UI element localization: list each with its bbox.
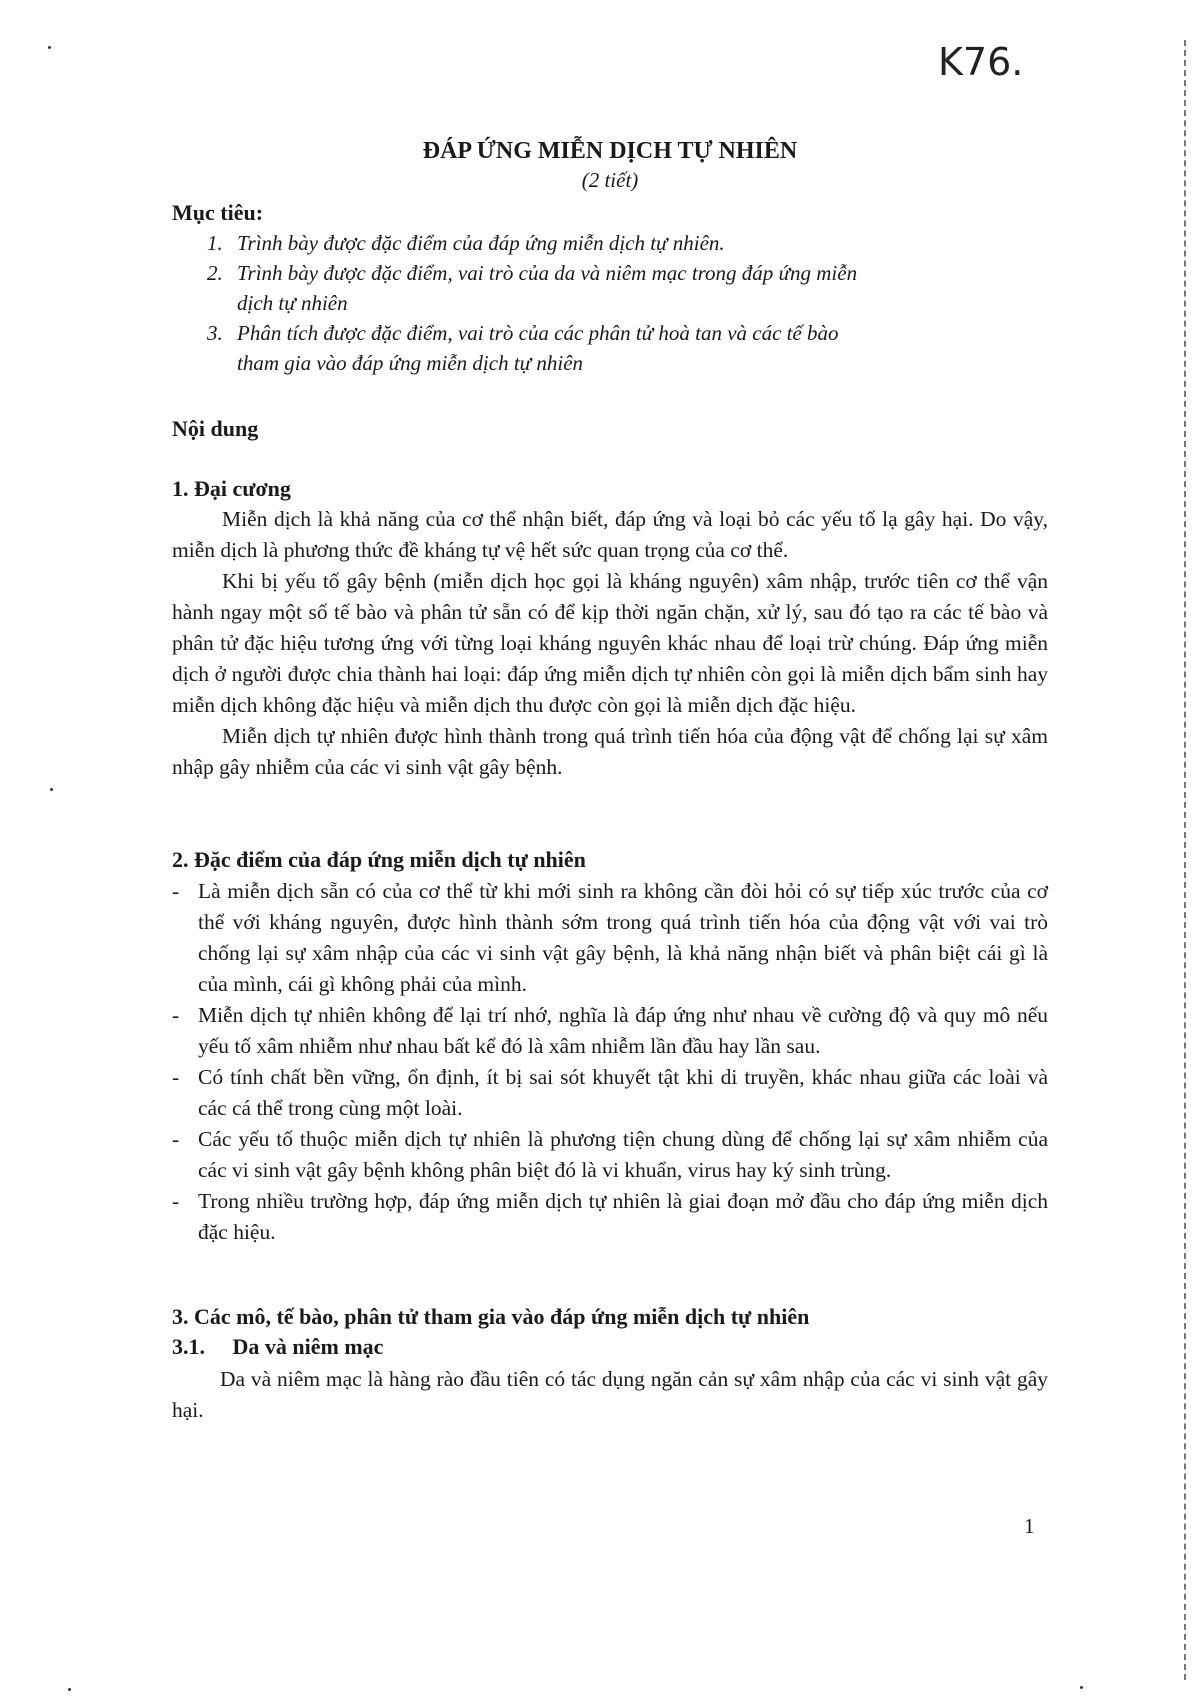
section-3-1-heading: 3.1. Da và niêm mạc — [172, 1334, 384, 1359]
objective-number: 1. — [207, 231, 223, 255]
bullet-dash: - — [172, 1189, 180, 1213]
scan-speck — [48, 46, 51, 49]
page-edge-dashed-line — [1184, 40, 1186, 1680]
content-heading: Nội dung — [172, 416, 259, 441]
document-subtitle: (2 tiết) — [581, 168, 639, 192]
section-3-1-paragraph: Da và niêm mạc là hàng rào đầu tiên có tác dụng ngăn cản sự xâm nhập của các vi sinh vật gây hại. — [172, 1367, 1048, 1422]
scan-speck — [1080, 1686, 1083, 1689]
section-3-heading: 3. Các mô, tế bào, phân tử tham gia vào đáp ứng miễn dịch tự nhiên — [172, 1304, 810, 1329]
bullet-text: Miễn dịch tự nhiên không để lại trí nhớ, nghĩa là đáp ứng như nhau về cường độ và quy mô nếu yếu tố xâm nhiễm như nhau bất kể đó là xâm nhiễm lần đầu hay lần sau. — [198, 1003, 1048, 1058]
bullet-dash: - — [172, 1127, 180, 1151]
page-number: 1 — [1024, 1514, 1035, 1538]
objective-text: tham gia vào đáp ứng miễn dịch tự nhiên — [237, 351, 584, 375]
bullet-dash: - — [172, 1065, 180, 1089]
objective-item — [207, 228, 1047, 258]
bullet-item — [172, 1062, 1048, 1124]
bullet-dash: - — [172, 1003, 180, 1027]
objective-text: dịch tự nhiên — [237, 291, 348, 315]
bullet-text: Trong nhiều trường hợp, đáp ứng miễn dịch tự nhiên là giai đoạn mở đầu cho đáp ứng miễn dịch đặc hiệu. — [198, 1189, 1048, 1244]
bullet-item — [172, 1000, 1048, 1062]
bullet-item — [172, 1124, 1048, 1186]
bullet-item — [172, 1186, 1048, 1248]
bullet-text: Là miễn dịch sẵn có của cơ thể từ khi mới sinh ra không cần đòi hỏi có sự tiếp xúc trước của cơ thể với kháng nguyên, được hình thành sớm trong quá trình tiến hóa của động vật với vai trò chống lại sự xâm nhập của các vi sinh vật gây bệnh, là khả năng nhận biết và phân biệt cái gì là của mình, cái gì không phải của mình. — [198, 879, 1048, 996]
bullet-text: Có tính chất bền vững, ổn định, ít bị sai sót khuyết tật khi di truyền, khác nhau giữa các loài và các cá thể trong cùng một loài. — [198, 1065, 1048, 1120]
scan-speck — [68, 1688, 71, 1691]
section-1-heading: 1. Đại cương — [172, 476, 291, 501]
objective-item — [207, 258, 1047, 318]
objective-item — [207, 318, 1047, 378]
objective-text: Trình bày được đặc điểm của đáp ứng miễn dịch tự nhiên. — [237, 231, 725, 255]
scan-speck — [50, 788, 53, 791]
objective-number: 2. — [207, 261, 223, 285]
section-2-bullets — [172, 876, 1048, 1248]
objective-text: Trình bày được đặc điểm, vai trò của da và niêm mạc trong đáp ứng miễn — [237, 261, 858, 285]
paragraph: Miễn dịch là khả năng của cơ thể nhận biết, đáp ứng và loại bỏ các yếu tố lạ gây hại. Do vậy, miễn dịch là phương thức đề kháng tự vệ hết sức quan trọng của cơ thể. — [172, 507, 1048, 562]
bullet-dash: - — [172, 879, 180, 903]
section-2-heading: 2. Đặc điểm của đáp ứng miễn dịch tự nhiên — [172, 847, 586, 872]
bullet-text: Các yếu tố thuộc miễn dịch tự nhiên là phương tiện chung dùng để chống lại sự xâm nhiễm của các vi sinh vật gây bệnh không phân biệt đó là vi khuẩn, virus hay ký sinh trùng. — [198, 1127, 1048, 1182]
objectives-heading: Mục tiêu: — [172, 200, 264, 225]
bullet-item — [172, 876, 1048, 1000]
paragraph: Khi bị yếu tố gây bệnh (miễn dịch học gọi là kháng nguyên) xâm nhập, trước tiên cơ thể vận hành ngay một số tế bào và phân tử sẵn có để kịp thời ngăn chặn, xử lý, sau đó tạo ra các tế bào và phân tử đặc hiệu tương ứng với từng loại kháng nguyên khác nhau để loại trừ chúng. Đáp ứng miễn dịch ở người được chia thành hai loại: đáp ứng miễn dịch tự nhiên còn gọi là miễn dịch bẩm sinh hay miễn dịch không đặc hiệu và miễn dịch thu được còn gọi là miễn dịch đặc hiệu. — [172, 569, 1048, 717]
document-title: ĐÁP ỨNG MIỄN DỊCH TỰ NHIÊN — [422, 138, 798, 164]
objective-text: Phân tích được đặc điểm, vai trò của các phân tử hoà tan và các tế bào — [237, 321, 839, 345]
section-1-body — [172, 504, 1048, 783]
paragraph: Miễn dịch tự nhiên được hình thành trong quá trình tiến hóa của động vật để chống lại sự xâm nhập gây nhiễm của các vi sinh vật gây bệnh. — [172, 724, 1048, 779]
objective-number: 3. — [207, 321, 223, 345]
handwritten-mark: K76. — [938, 40, 1024, 84]
